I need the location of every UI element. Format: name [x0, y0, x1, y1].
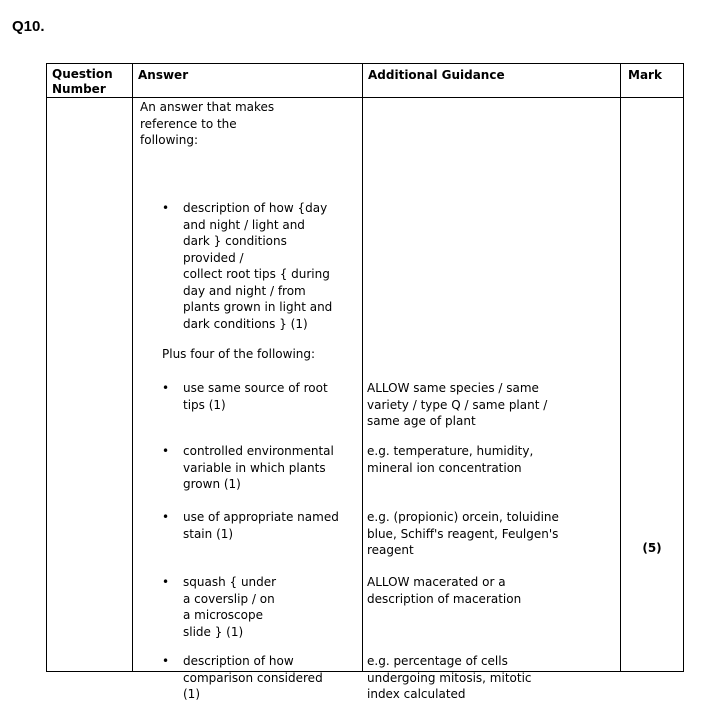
table-header-row	[47, 64, 684, 98]
table-row	[47, 98, 684, 672]
guidance-text: e.g. percentage of cells undergoing mitosis, mitotic index calculated	[367, 654, 532, 701]
question-label: Q10.	[12, 18, 45, 35]
answer-point: description of how comparison considered (1)	[183, 654, 323, 701]
bullet-icon: •	[162, 381, 170, 395]
answer-point: use of appropriate named stain (1)	[183, 510, 339, 541]
guidance-text: ALLOW same species / same variety / type Q / same plant / same age of plant	[367, 381, 548, 428]
answer-point: controlled environmental variable in which plants grown (1)	[183, 444, 334, 491]
guidance-text: e.g. temperature, humidity, mineral ion concentration	[367, 444, 534, 475]
header-guidance: Additional Guidance	[363, 64, 621, 98]
answer-intro: An answer that makes reference to the following:	[140, 100, 275, 147]
bullet-icon: •	[162, 510, 170, 524]
header-question-number: Question Number	[47, 64, 133, 98]
mark-cell	[621, 98, 684, 672]
answer-cell	[133, 98, 363, 701]
guidance-text: e.g. (propionic) orcein, toluidine blue, Schiff's reagent, Feulgen's reagent	[367, 510, 559, 557]
bullet-icon: •	[162, 654, 170, 668]
guidance-text: ALLOW macerated or a description of maceration	[367, 575, 522, 606]
mark-scheme-table	[46, 63, 684, 701]
mark-value: (5)	[642, 541, 662, 555]
answer-point: squash { under a coverslip / on a microscope slide } (1)	[183, 575, 277, 639]
answer-point-main: description of how {day and night / light and dark } conditions provided / collect root tips { during day and night / from plants grown in light and dark conditions } (1)	[183, 201, 333, 331]
bullet-icon: •	[162, 444, 170, 458]
header-mark: Mark	[621, 64, 684, 98]
guidance-cell	[363, 98, 621, 701]
plus-four-text: Plus four of the following:	[162, 347, 316, 361]
bullet-icon: •	[162, 201, 170, 215]
question-number-cell	[47, 98, 133, 672]
answer-point: use same source of root tips (1)	[183, 381, 328, 412]
bullet-icon: •	[162, 575, 170, 589]
header-answer: Answer	[133, 64, 363, 98]
